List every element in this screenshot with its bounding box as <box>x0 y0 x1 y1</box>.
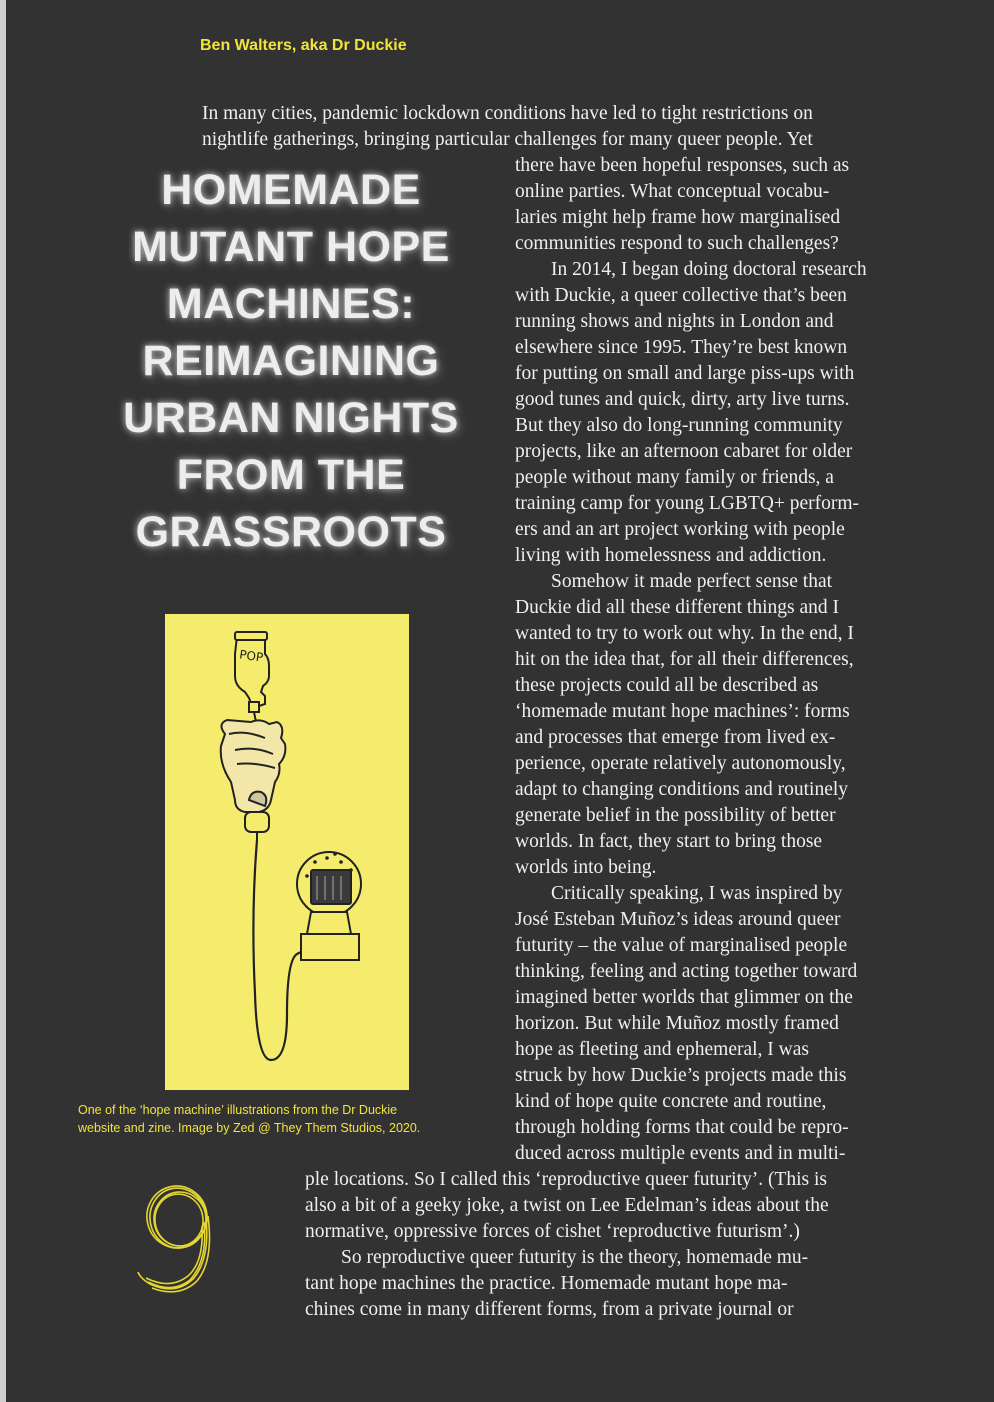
text-line: ‘homemade mutant hope machines’: forms <box>515 701 850 722</box>
hope-machine-drawing <box>165 614 409 1090</box>
text-line: and processes that emerge from lived ex- <box>515 727 836 748</box>
text-line: through holding forms that could be repro- <box>515 1117 849 1138</box>
text-line: imagined better worlds that glimmer on the <box>515 987 853 1008</box>
title-line: GRASSROOTS <box>135 508 447 556</box>
text-line: ple locations. So I called this ‘reproductive queer futurity’. (This is <box>305 1169 828 1190</box>
text-line: running shows and nights in London and <box>515 311 834 332</box>
intro-paragraph <box>202 101 922 153</box>
text-line: hope as fleeting and ephemeral, I was <box>515 1039 810 1060</box>
text-line: also a bit of a geeky joke, a twist on Lee Edelman’s ideas about the <box>305 1195 829 1216</box>
text-line: futurity – the value of marginalised people <box>515 935 848 956</box>
text-line: online parties. What conceptual vocabu- <box>515 181 830 202</box>
text-line: living with homelessness and addiction. <box>515 545 827 566</box>
text-line: Somehow it made perfect sense that <box>551 571 833 592</box>
text-line: José Esteban Muñoz’s ideas around queer <box>515 909 841 930</box>
hope-machine-illustration <box>165 614 409 1090</box>
text-line: thinking, feeling and acting together toward <box>515 961 858 982</box>
text-line: with Duckie, a queer collective that’s been <box>515 285 847 306</box>
text-line: worlds. In fact, they start to bring those <box>515 831 823 852</box>
text-line: perience, operate relatively autonomously, <box>515 753 846 774</box>
text-line: In many cities, pandemic lockdown conditions have led to tight restrictions on <box>202 103 813 124</box>
text-line: Duckie did all these different things and I <box>515 597 840 618</box>
text-line: people without many family or friends, a <box>515 467 834 488</box>
page-edge <box>0 0 6 1402</box>
text-line: elsewhere since 1995. They’re best known <box>515 337 848 358</box>
body-column <box>515 153 925 1167</box>
text-line: tant hope machines the practice. Homemade mutant hope ma- <box>305 1273 788 1294</box>
text-line: hit on the idea that, for all their differences, <box>515 649 854 670</box>
caption-line: One of the ‘hope machine’ illustrations from the Dr Duckie <box>78 1103 398 1117</box>
bottle-label: POP <box>238 647 265 665</box>
text-line: struck by how Duckie’s projects made this <box>515 1065 847 1086</box>
text-line: communities respond to such challenges? <box>515 233 839 254</box>
title-line: MACHINES: <box>166 280 416 328</box>
title-line: MUTANT HOPE <box>132 223 450 271</box>
text-line: chines come in many different forms, from a private journal or <box>305 1299 794 1320</box>
text-line: wanted to try to work out why. In the end, I <box>515 623 854 644</box>
text-line: kind of hope quite concrete and routine, <box>515 1091 827 1112</box>
article-title <box>96 162 486 561</box>
page-number <box>130 1178 240 1298</box>
title-line: REIMAGINING <box>142 337 440 385</box>
text-line: normative, oppressive forces of cishet ‘reproductive futurism’.) <box>305 1221 800 1242</box>
text-line: Critically speaking, I was inspired by <box>551 883 843 904</box>
text-line: there have been hopeful responses, such as <box>515 155 850 176</box>
text-line: horizon. But while Muñoz mostly framed <box>515 1013 839 1034</box>
figure-caption <box>78 1101 498 1137</box>
text-line: adapt to changing conditions and routinely <box>515 779 849 800</box>
text-line: laries might help frame how marginalised <box>515 207 841 228</box>
title-line: URBAN NIGHTS <box>123 394 459 442</box>
text-line: So reproductive queer futurity is the theory, homemade mu- <box>341 1247 809 1268</box>
body-bottom <box>305 1167 925 1323</box>
title-line: FROM THE <box>176 451 406 499</box>
author-byline: Ben Walters, aka Dr Duckie <box>200 37 407 54</box>
title-line: HOMEMADE <box>161 166 421 214</box>
caption-line: website and zine. Image by Zed @ They Them Studios, 2020. <box>78 1121 421 1135</box>
text-line: training camp for young LGBTQ+ perform- <box>515 493 860 514</box>
text-line: worlds into being. <box>515 857 657 878</box>
text-line: duced across multiple events and in multi- <box>515 1143 846 1164</box>
page-number-glyph <box>130 1178 240 1298</box>
text-line: ers and an art project working with people <box>515 519 845 540</box>
text-line: good tunes and quick, dirty, arty live turns. <box>515 389 850 410</box>
text-line: But they also do long-running community <box>515 415 843 436</box>
text-line: nightlife gatherings, bringing particular challenges for many queer people. Yet <box>202 129 813 150</box>
text-line: projects, like an afternoon cabaret for older <box>515 441 853 462</box>
text-line: In 2014, I began doing doctoral research <box>551 259 867 280</box>
text-line: these projects could all be described as <box>515 675 819 696</box>
text-line: generate belief in the possibility of better <box>515 805 836 826</box>
text-line: for putting on small and large piss-ups with <box>515 363 855 384</box>
